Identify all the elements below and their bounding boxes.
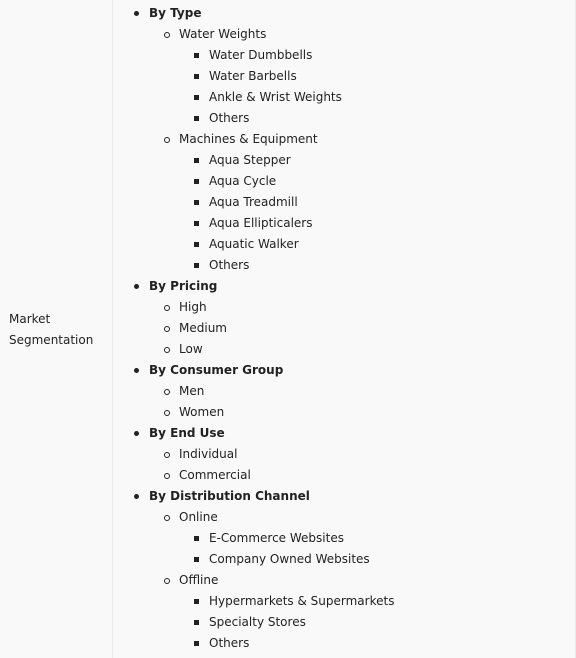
bullet-circle-icon	[164, 578, 170, 584]
segment-list	[113, 3, 394, 654]
list-item-label: Individual	[179, 447, 238, 461]
bullet-square-icon	[194, 242, 199, 247]
row-label-line-1: Market	[9, 311, 51, 326]
list-item	[113, 171, 394, 192]
list-row	[113, 3, 394, 24]
segment-by-end-use	[113, 423, 394, 486]
segment-by-type	[113, 3, 394, 276]
bullet-square-icon	[194, 599, 199, 604]
list-item-label: Offline	[179, 573, 219, 587]
list-item-label: Water Weights	[179, 27, 267, 41]
list-row	[113, 570, 394, 591]
bullet-square-icon	[194, 53, 199, 58]
sub-segment-list	[113, 381, 394, 423]
bullet-circle-icon	[164, 347, 170, 353]
list-row	[113, 276, 394, 297]
sub-segment-women	[113, 402, 394, 423]
bullet-circle-icon	[164, 473, 170, 479]
row-label-cell	[0, 0, 113, 658]
list-row	[113, 297, 394, 318]
list-item-label: By Distribution Channel	[149, 489, 310, 503]
list-row	[113, 66, 394, 87]
sub-segment-list	[113, 444, 394, 486]
list-item	[113, 192, 394, 213]
sub-segment-list	[113, 507, 394, 654]
sub-segment-men	[113, 381, 394, 402]
sub-segment-individual	[113, 444, 394, 465]
sub-segment-high	[113, 297, 394, 318]
bullet-disc-icon	[134, 11, 139, 16]
sub-segment-medium	[113, 318, 394, 339]
list-item-label: High	[179, 300, 207, 314]
list-row	[113, 234, 394, 255]
list-item	[113, 255, 394, 276]
list-item-label: Women	[179, 405, 225, 419]
list-row	[113, 402, 394, 423]
list-item-label: By Consumer Group	[149, 363, 284, 377]
list-row	[113, 381, 394, 402]
list-item-label: Others	[209, 258, 250, 272]
list-row	[113, 591, 394, 612]
list-row	[113, 465, 394, 486]
list-item-label: Aqua Ellipticalers	[209, 216, 313, 230]
list-item-label: Low	[179, 342, 203, 356]
list-row	[113, 360, 394, 381]
list-row	[113, 24, 394, 45]
list-item-label: Aqua Stepper	[209, 153, 291, 167]
list-item-label: Aqua Cycle	[209, 174, 277, 188]
bullet-circle-icon	[164, 137, 170, 143]
bullet-disc-icon	[134, 494, 139, 499]
bullet-square-icon	[194, 200, 199, 205]
bullet-square-icon	[194, 263, 199, 268]
list-item-label: Commercial	[179, 468, 251, 482]
row-label-line-2: Segmentation	[9, 332, 94, 347]
sub-segment-list	[113, 297, 394, 360]
sub-segment-online	[113, 507, 394, 570]
segment-by-distribution-channel	[113, 486, 394, 654]
bullet-circle-icon	[164, 452, 170, 458]
list-row	[113, 192, 394, 213]
list-item-label: Ankle & Wrist Weights	[209, 90, 342, 104]
list-item-label: Aquatic Walker	[209, 237, 299, 251]
list-item	[113, 108, 394, 129]
list-item	[113, 150, 394, 171]
list-row	[113, 318, 394, 339]
bullet-circle-icon	[164, 326, 170, 332]
list-item	[113, 633, 394, 654]
list-row	[113, 87, 394, 108]
list-item-label: Machines & Equipment	[179, 132, 318, 146]
list-item-label: Men	[179, 384, 205, 398]
list-row	[113, 213, 394, 234]
bullet-square-icon	[194, 536, 199, 541]
list-row	[113, 150, 394, 171]
list-row	[113, 486, 394, 507]
list-item	[113, 45, 394, 66]
sub-segment-low	[113, 339, 394, 360]
row-label	[9, 309, 93, 351]
list-row	[113, 549, 394, 570]
list-item-label: Water Dumbbells	[209, 48, 313, 62]
list-row	[113, 528, 394, 549]
list-row	[113, 129, 394, 150]
sub-segment-machines-and-equipment	[113, 129, 394, 276]
list-item-label: Hypermarkets & Supermarkets	[209, 594, 395, 608]
list-item	[113, 591, 394, 612]
list-item-label: E-Commerce Websites	[209, 531, 344, 545]
product-list	[113, 45, 394, 129]
list-item	[113, 612, 394, 633]
list-item	[113, 66, 394, 87]
list-row	[113, 171, 394, 192]
list-item	[113, 87, 394, 108]
list-row	[113, 255, 394, 276]
list-row	[113, 612, 394, 633]
list-item-label: Aqua Treadmill	[209, 195, 298, 209]
product-list	[113, 591, 394, 654]
list-row	[113, 108, 394, 129]
bullet-square-icon	[194, 620, 199, 625]
bullet-circle-icon	[164, 410, 170, 416]
list-row	[113, 633, 394, 654]
list-item	[113, 549, 394, 570]
bullet-square-icon	[194, 116, 199, 121]
segment-by-consumer-group	[113, 360, 394, 423]
bullet-square-icon	[194, 641, 199, 646]
bullet-square-icon	[194, 74, 199, 79]
bullet-circle-icon	[164, 389, 170, 395]
bullet-disc-icon	[134, 368, 139, 373]
list-item-label: Others	[209, 111, 250, 125]
list-item-label: By Type	[149, 6, 202, 20]
list-row	[113, 423, 394, 444]
list-row	[113, 45, 394, 66]
sub-segment-offline	[113, 570, 394, 654]
bullet-square-icon	[194, 158, 199, 163]
product-list	[113, 150, 394, 276]
bullet-square-icon	[194, 95, 199, 100]
list-row	[113, 339, 394, 360]
segment-by-pricing	[113, 276, 394, 360]
list-row	[113, 444, 394, 465]
list-item-label: Water Barbells	[209, 69, 297, 83]
list-item-label: Others	[209, 636, 250, 650]
sub-segment-water-weights	[113, 24, 394, 129]
list-row	[113, 507, 394, 528]
list-item	[113, 213, 394, 234]
list-item-label: Online	[179, 510, 218, 524]
list-item-label: Specialty Stores	[209, 615, 306, 629]
product-list	[113, 528, 394, 570]
list-item	[113, 234, 394, 255]
bullet-square-icon	[194, 179, 199, 184]
bullet-circle-icon	[164, 305, 170, 311]
segment-list-cell	[113, 0, 576, 658]
list-item-label: By Pricing	[149, 279, 218, 293]
bullet-square-icon	[194, 221, 199, 226]
sub-segment-commercial	[113, 465, 394, 486]
bullet-disc-icon	[134, 284, 139, 289]
list-item-label: Medium	[179, 321, 227, 335]
list-item-label: By End Use	[149, 426, 225, 440]
list-item	[113, 528, 394, 549]
bullet-square-icon	[194, 557, 199, 562]
list-item-label: Company Owned Websites	[209, 552, 370, 566]
bullet-circle-icon	[164, 515, 170, 521]
bullet-circle-icon	[164, 32, 170, 38]
sub-segment-list	[113, 24, 394, 276]
bullet-disc-icon	[134, 431, 139, 436]
